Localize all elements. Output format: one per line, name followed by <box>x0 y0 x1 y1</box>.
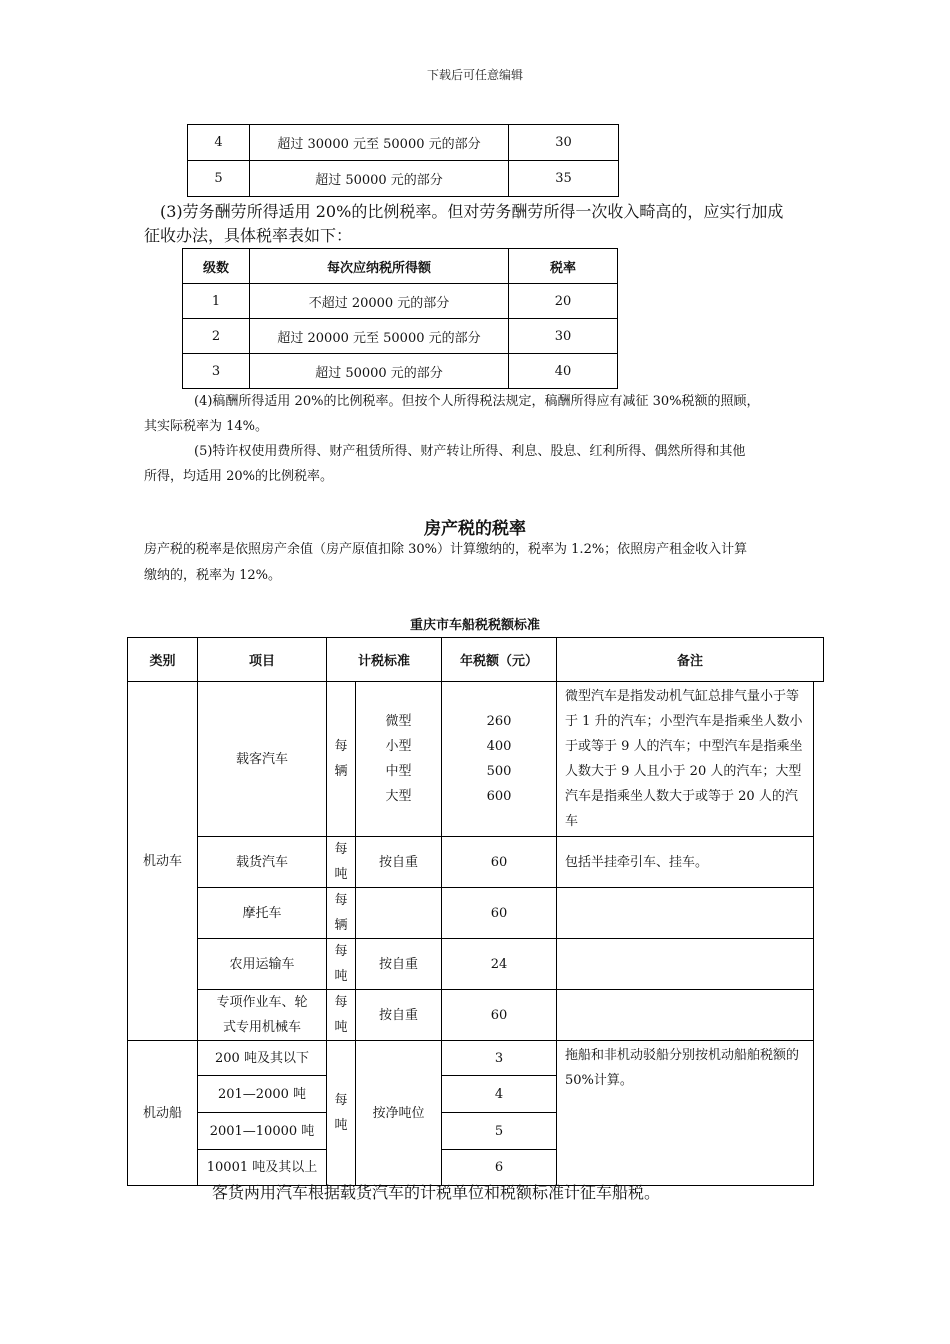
header-remark: 备注 <box>557 638 824 682</box>
unit-cell: 每 吨 <box>327 837 356 888</box>
basis-cell: 按自重 <box>356 837 442 888</box>
table-row <box>128 939 824 990</box>
rate-cell: 20 <box>509 284 618 319</box>
remark-cell: 包括半挂牵引车、挂车。 <box>557 837 814 888</box>
rate-cell: 35 <box>509 161 619 197</box>
amount-list: 260 400 500 600 <box>442 682 557 837</box>
income-range-cell: 超过 50000 元的部分 <box>250 161 509 197</box>
level-cell: 2 <box>183 319 250 354</box>
table-row <box>188 125 619 161</box>
paragraph-5-line2: 所得，均适用 20%的比例税率。 <box>144 469 334 484</box>
rate-cell: 40 <box>509 354 618 389</box>
header-income: 每次应纳税所得额 <box>250 249 509 284</box>
level-cell: 5 <box>188 161 250 197</box>
income-range-cell: 超过 50000 元的部分 <box>250 354 509 389</box>
income-range-cell: 不超过 20000 元的部分 <box>250 284 509 319</box>
remark-cell <box>557 939 814 990</box>
table-row <box>128 990 824 1041</box>
amount-cell: 24 <box>442 939 557 990</box>
item-cell: 载货汽车 <box>198 837 327 888</box>
header-category: 类别 <box>128 638 198 682</box>
remark-cell: 微型汽车是指发动机气缸总排气量小于等于 1 升的汽车；小型汽车是指乘坐人数小于或等于 9 人的汽车；中型汽车是指乘坐人数大于 9 人且小于 20 人的汽车；大型汽车是指乘坐人数大于或等于 20 人的汽车 <box>557 682 814 837</box>
table-header-row <box>183 249 618 284</box>
footer-note: 客货两用汽车根据载货汽车的计税单位和税额标准计征车船税。 <box>212 1183 661 1202</box>
amount-cell: 6 <box>442 1150 557 1186</box>
size-list: 微型 小型 中型 大型 <box>356 682 442 837</box>
paragraph-3-line1: (3)劳务酬劳所得适用 20%的比例税率。但对劳务酬劳所得一次收入畸高的，应实行加成 <box>160 202 784 221</box>
remark-cell <box>557 888 814 939</box>
amount-cell: 5 <box>442 1113 557 1150</box>
amount-cell: 60 <box>442 837 557 888</box>
unit-cell: 每 辆 <box>327 888 356 939</box>
header-level: 级数 <box>183 249 250 284</box>
page-header: 下载后可任意编辑 <box>426 68 523 82</box>
paragraph-4-line1: (4)稿酬所得适用 20%的比例税率。但按个人所得税法规定，稿酬所得应有减征 30%税额的照顾， <box>194 394 760 409</box>
table-row <box>128 888 824 939</box>
category-cell: 机动船 <box>128 1041 198 1186</box>
unit-cell: 每 辆 <box>327 682 356 837</box>
item-cell: 10001 吨及其以上 <box>198 1150 327 1186</box>
table-row <box>183 354 618 389</box>
item-cell: 专项作业车、轮 式专用机械车 <box>198 990 327 1041</box>
tax-rate-table-continued <box>187 124 619 197</box>
table-row <box>183 284 618 319</box>
remark-cell: 拖船和非机动驳船分别按机动船舶税额的 50%计算。 <box>557 1041 814 1186</box>
blank-margin <box>814 682 824 1186</box>
unit-cell: 每 吨 <box>327 939 356 990</box>
paragraph-4-line2: 其实际税率为 14%。 <box>144 419 269 434</box>
vehicle-vessel-tax-table <box>127 637 824 1186</box>
item-cell: 农用运输车 <box>198 939 327 990</box>
level-cell: 3 <box>183 354 250 389</box>
header-item: 项目 <box>198 638 327 682</box>
header-standard: 计税标准 <box>327 638 442 682</box>
basis-cell: 按自重 <box>356 990 442 1041</box>
header-amount: 年税额（元） <box>442 638 557 682</box>
income-range-cell: 超过 30000 元至 50000 元的部分 <box>250 125 509 161</box>
remark-cell <box>557 990 814 1041</box>
amount-cell: 60 <box>442 888 557 939</box>
item-cell: 201—2000 吨 <box>198 1076 327 1113</box>
rate-cell: 30 <box>509 125 619 161</box>
table-row <box>188 161 619 197</box>
item-cell: 载客汽车 <box>198 682 327 837</box>
unit-cell: 每 吨 <box>327 1041 356 1186</box>
amount-cell: 3 <box>442 1041 557 1076</box>
income-range-cell: 超过 20000 元至 50000 元的部分 <box>250 319 509 354</box>
paragraph-5-line1: (5)特许权使用费所得、财产租赁所得、财产转让所得、利息、股息、红利所得、偶然所得和其他 <box>194 444 746 459</box>
table-row <box>128 1041 824 1076</box>
basis-cell: 按净吨位 <box>356 1041 442 1186</box>
paragraph-3-line2: 征收办法，具体税率表如下： <box>144 226 353 245</box>
table-row <box>128 682 824 837</box>
table-row <box>128 837 824 888</box>
level-cell: 4 <box>188 125 250 161</box>
rate-cell: 30 <box>509 319 618 354</box>
unit-cell: 每 吨 <box>327 990 356 1041</box>
item-cell: 摩托车 <box>198 888 327 939</box>
category-cell: 机动车 <box>128 682 198 1041</box>
section-text-line2: 缴纳的，税率为 12%。 <box>144 568 282 583</box>
item-cell: 2001—10000 吨 <box>198 1113 327 1150</box>
level-cell: 1 <box>183 284 250 319</box>
section-title: 房产税的税率 <box>424 519 526 539</box>
header-rate: 税率 <box>509 249 618 284</box>
basis-cell: 按自重 <box>356 939 442 990</box>
table-row <box>183 319 618 354</box>
labor-income-rate-table <box>182 248 618 389</box>
amount-cell: 4 <box>442 1076 557 1113</box>
basis-cell <box>356 888 442 939</box>
section-text-line1: 房产税的税率是依照房产余值（房产原值扣除 30%）计算缴纳的，税率为 1.2%；依照房产租金收入计算 <box>144 542 748 557</box>
table-header-row <box>128 638 824 682</box>
amount-cell: 60 <box>442 990 557 1041</box>
vehicle-tax-table-title: 重庆市车船税税额标准 <box>409 618 540 633</box>
item-cell: 200 吨及其以下 <box>198 1041 327 1076</box>
